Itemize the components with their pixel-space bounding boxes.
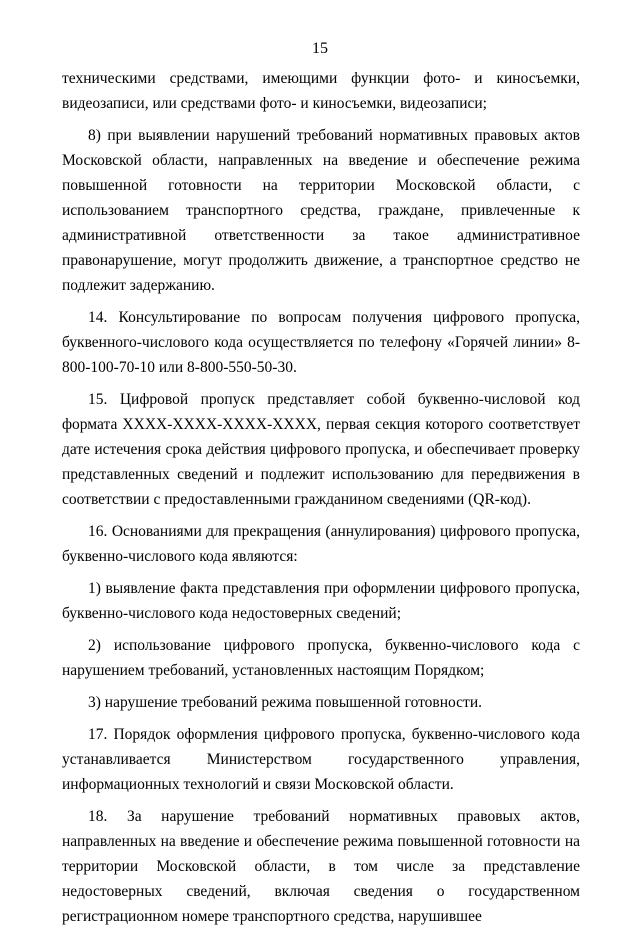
document-body: [62, 66, 580, 929]
paragraph-continuation: техническими средствами, имеющими функции фото- и киносъемки, видеозаписи, или средствами фото- и киносъемки, видеозаписи;: [62, 70, 580, 112]
paragraph-16-item-1: 1) выявление факта представления при оформлении цифрового пропуска, буквенно-числового кода недостоверных сведений;: [62, 580, 580, 622]
paragraph-item-8: 8) при выявлении нарушений требований нормативных правовых актов Московской области, направленных на введение и обеспечение режима повышенной готовности на территории Московской области, с использованием транспортного средства, граждане, привлеченные к административной ответственности за такое административное правонарушение, могут продолжить движение, а транспортное средство не подлежит задержанию.: [62, 127, 580, 294]
paragraph-16-item-3: 3) нарушение требований режима повышенной готовности.: [88, 694, 483, 711]
page-number: 15: [312, 40, 328, 57]
paragraph-16: 16. Основаниями для прекращения (аннулирования) цифрового пропуска, буквенно-числового кода являются:: [62, 523, 580, 565]
paragraph-18: 18. За нарушение требований нормативных правовых актов, направленных на введение и обеспечение режима повышенной готовности на территории Московской области, в том числе за представление недостоверных сведений, включая сведения о государственном регистрационном номере транспортного средства, нарушившее: [62, 808, 580, 925]
paragraph-14: 14. Консультирование по вопросам получения цифрового пропуска, буквенного-числового кода осуществляется по телефону «Горячей линии» 8-800-100-70-10 или 8-800-550-50-30.: [62, 309, 580, 376]
paragraph-15: 15. Цифровой пропуск представляет собой буквенно-числовой код формата XXXX-XXXX-XXXX-XXXX, первая секция которого соответствует дате истечения срока действия цифрового пропуска, и обеспечивает проверку представленных сведений и подлежит использованию для передвижения в соответствии с предоставленными гражданином сведениями (QR-код).: [62, 391, 580, 508]
paragraph-17: 17. Порядок оформления цифрового пропуска, буквенно-числового кода устанавливается Министерством государственного управления, информационных технологий и связи Московской области.: [62, 726, 580, 793]
paragraph-16-item-2: 2) использование цифрового пропуска, буквенно-числового кода с нарушением требований, установленных настоящим Порядком;: [62, 637, 580, 679]
